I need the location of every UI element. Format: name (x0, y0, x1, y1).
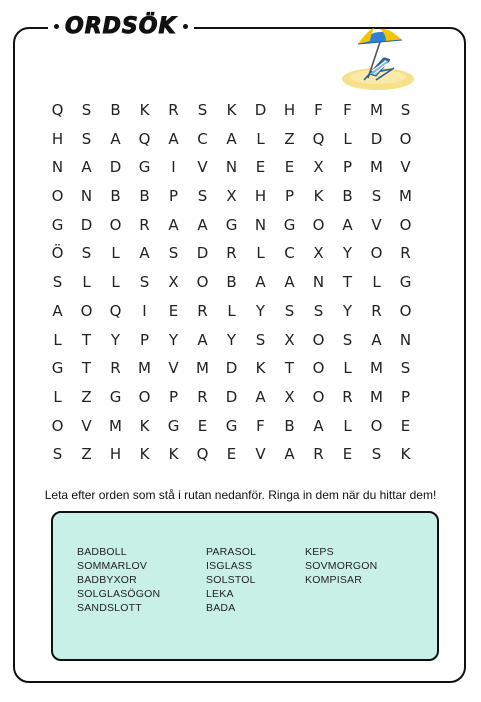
grid-cell[interactable]: Y (255, 301, 266, 320)
grid-cell[interactable]: Q (312, 129, 325, 148)
grid-cell[interactable]: G (283, 215, 296, 234)
grid-cell[interactable]: Y (226, 330, 237, 349)
grid-cell[interactable]: O (312, 387, 325, 406)
grid-cell[interactable]: F (343, 101, 352, 119)
grid-cell[interactable]: F (314, 101, 323, 119)
grid-cell[interactable]: S (371, 187, 382, 206)
grid-cell[interactable]: M (138, 359, 151, 378)
grid-cell[interactable]: O (312, 215, 325, 234)
grid-cell[interactable]: X (226, 187, 237, 206)
grid-cell[interactable]: A (110, 129, 121, 148)
grid-cell[interactable]: S (371, 445, 382, 464)
grid-cell[interactable]: Q (51, 101, 64, 119)
grid-cell[interactable]: C (197, 129, 208, 148)
grid-cell[interactable]: K (313, 187, 324, 206)
grid-cell[interactable]: H (283, 101, 296, 119)
grid-cell[interactable]: T (81, 359, 92, 378)
grid-cell[interactable]: B (110, 101, 121, 119)
grid-cell[interactable]: M (399, 187, 412, 206)
grid-cell[interactable]: M (370, 101, 383, 119)
word-list-box (51, 511, 439, 661)
grid-cell[interactable]: O (370, 244, 383, 263)
grid-cell[interactable]: R (313, 445, 324, 464)
word-list-item: SOLGLASÖGON (77, 588, 161, 600)
grid-cell[interactable]: K (255, 359, 266, 378)
grid-cell[interactable]: S (255, 330, 266, 349)
grid-cell[interactable]: H (51, 129, 64, 148)
grid-cell[interactable]: V (168, 359, 179, 378)
title-dot-left (54, 24, 59, 29)
grid-cell[interactable]: X (284, 330, 295, 349)
grid-cell[interactable]: S (197, 101, 208, 119)
grid-cell[interactable]: S (342, 330, 353, 349)
grid-cell[interactable]: N (225, 158, 238, 177)
grid-cell[interactable]: P (168, 387, 179, 406)
grid-cell[interactable]: Z (81, 387, 92, 406)
grid-cell[interactable]: K (139, 101, 150, 119)
grid-cell[interactable]: A (284, 445, 295, 464)
grid-cell[interactable]: A (284, 273, 295, 292)
grid-cell[interactable]: Y (342, 301, 353, 320)
grid-cell[interactable]: N (254, 215, 267, 234)
grid-cell[interactable]: P (139, 330, 150, 349)
grid-cell[interactable]: R (400, 244, 411, 263)
grid-cell[interactable]: X (284, 387, 295, 406)
grid-cell[interactable]: G (109, 387, 122, 406)
grid-cell[interactable]: D (225, 387, 238, 406)
instructions-text: Leta efter orden som stå i rutan nedanför. Ringa in dem när du hittar dem! (44, 488, 437, 502)
grid-cell[interactable]: L (372, 273, 381, 292)
grid-cell[interactable]: Z (81, 445, 92, 464)
grid-cell[interactable]: D (370, 129, 383, 148)
grid-cell[interactable]: M (370, 158, 383, 177)
grid-cell[interactable]: A (197, 215, 208, 234)
grid-cell[interactable]: E (197, 416, 208, 435)
word-list-item: SOVMORGON (305, 560, 378, 572)
grid-cell[interactable]: P (400, 387, 411, 406)
grid-cell[interactable]: K (226, 101, 237, 119)
grid-cell[interactable]: Z (284, 129, 295, 148)
title-dot-right (183, 24, 188, 29)
grid-cell[interactable]: E (284, 158, 295, 177)
grid-cell[interactable]: M (370, 387, 383, 406)
grid-cell[interactable]: S (81, 101, 92, 119)
page-title: ORDSÖK (65, 13, 177, 39)
grid-cell[interactable]: S (284, 301, 295, 320)
grid-cell[interactable]: O (370, 416, 383, 435)
grid-cell[interactable]: L (111, 244, 120, 263)
grid-cell[interactable]: A (255, 273, 266, 292)
grid-cell[interactable]: X (168, 273, 179, 292)
grid-cell[interactable]: X (313, 158, 324, 177)
grid-cell[interactable]: V (371, 215, 382, 234)
grid-cell[interactable]: B (110, 187, 121, 206)
grid-cell[interactable]: T (284, 359, 295, 378)
grid-cell[interactable]: O (399, 215, 412, 234)
grid-cell[interactable]: L (53, 330, 62, 349)
grid-cell[interactable]: O (399, 301, 412, 320)
grid-cell[interactable]: H (109, 445, 122, 464)
word-list-item: BADBOLL (77, 546, 127, 558)
grid-cell[interactable]: P (342, 158, 353, 177)
grid-cell[interactable]: A (197, 330, 208, 349)
grid-cell[interactable]: A (226, 129, 237, 148)
grid-cell[interactable]: E (255, 158, 266, 177)
grid-cell[interactable]: Y (110, 330, 121, 349)
grid-cell[interactable]: L (53, 387, 62, 406)
word-list-item: BADA (206, 602, 236, 614)
grid-cell[interactable]: Q (109, 301, 122, 320)
grid-cell[interactable]: K (400, 445, 411, 464)
grid-cell[interactable]: K (139, 416, 150, 435)
grid-cell[interactable]: M (109, 416, 122, 435)
grid-cell[interactable]: T (342, 273, 353, 292)
grid-cell[interactable]: K (168, 445, 179, 464)
grid-cell[interactable]: E (400, 416, 411, 435)
grid-cell[interactable]: G (225, 416, 238, 435)
grid-cell[interactable]: O (399, 129, 412, 148)
grid-cell[interactable]: Y (168, 330, 179, 349)
grid-cell[interactable]: B (284, 416, 295, 435)
grid-cell[interactable]: S (313, 301, 324, 320)
letter-grid (43, 96, 421, 469)
grid-cell[interactable]: S (139, 273, 150, 292)
grid-cell[interactable]: G (51, 359, 64, 378)
grid-cell[interactable]: O (109, 215, 122, 234)
grid-cell[interactable]: G (399, 273, 412, 292)
grid-cell[interactable]: V (255, 445, 266, 464)
grid-cell[interactable]: R (110, 359, 121, 378)
grid-cell[interactable]: A (139, 244, 150, 263)
grid-cell[interactable]: N (312, 273, 325, 292)
grid-cell[interactable]: S (197, 187, 208, 206)
grid-cell[interactable]: D (225, 359, 238, 378)
grid-cell[interactable]: L (256, 244, 265, 263)
grid-cell[interactable]: R (371, 301, 382, 320)
grid-cell[interactable]: D (80, 215, 93, 234)
grid-cell[interactable]: A (81, 158, 92, 177)
grid-cell[interactable]: R (168, 101, 179, 119)
grid-cell[interactable]: G (167, 416, 180, 435)
grid-cell[interactable]: S (81, 244, 92, 263)
grid-cell[interactable]: A (255, 387, 266, 406)
word-column-2 (206, 545, 256, 615)
grid-cell[interactable]: I (171, 158, 176, 177)
grid-cell[interactable]: N (51, 158, 64, 177)
grid-cell[interactable]: E (226, 445, 237, 464)
grid-cell[interactable]: X (313, 244, 324, 263)
grid-cell[interactable]: M (370, 359, 383, 378)
grid-cell[interactable]: L (256, 129, 265, 148)
grid-cell[interactable]: A (52, 301, 63, 320)
grid-cell[interactable]: O (80, 301, 93, 320)
grid-cell[interactable]: L (227, 301, 236, 320)
grid-cell[interactable]: R (342, 387, 353, 406)
grid-cell[interactable]: V (197, 158, 208, 177)
grid-cell[interactable]: H (254, 187, 267, 206)
grid-cell[interactable]: E (342, 445, 353, 464)
word-list-item: BADBYXOR (77, 574, 137, 586)
grid-cell[interactable]: O (138, 387, 151, 406)
grid-cell[interactable]: C (284, 244, 295, 263)
word-list-item: LEKA (206, 588, 234, 600)
word-column-1 (77, 545, 160, 615)
grid-cell[interactable]: Ö (51, 244, 64, 263)
title-banner (48, 11, 194, 41)
grid-cell[interactable]: P (284, 187, 295, 206)
grid-cell[interactable]: E (168, 301, 179, 320)
grid-cell[interactable]: O (51, 416, 64, 435)
grid-cell[interactable]: S (400, 359, 411, 378)
grid-cell[interactable]: D (109, 158, 122, 177)
grid-cell[interactable]: S (168, 244, 179, 263)
grid-cell[interactable]: T (81, 330, 92, 349)
grid-cell[interactable]: V (400, 158, 411, 177)
grid-cell[interactable]: O (51, 187, 64, 206)
grid-cell[interactable]: B (342, 187, 353, 206)
word-list-item: ISGLASS (206, 560, 253, 572)
grid-cell[interactable]: D (254, 101, 267, 119)
grid-cell[interactable]: O (196, 273, 209, 292)
grid-cell[interactable]: I (142, 301, 147, 320)
grid-cell[interactable]: A (168, 215, 179, 234)
grid-cell[interactable]: A (313, 416, 324, 435)
grid-cell[interactable]: D (196, 244, 209, 263)
grid-cell[interactable]: L (343, 416, 352, 435)
grid-cell[interactable]: A (342, 215, 353, 234)
grid-cell[interactable]: B (226, 273, 237, 292)
grid-cell[interactable]: R (197, 387, 208, 406)
word-column-3 (305, 545, 377, 587)
grid-cell[interactable]: L (343, 129, 352, 148)
grid-cell[interactable]: A (168, 129, 179, 148)
grid-cell[interactable]: Y (342, 244, 353, 263)
grid-cell[interactable]: A (371, 330, 382, 349)
grid-cell[interactable]: N (80, 187, 93, 206)
grid-cell[interactable]: L (343, 359, 352, 378)
grid-cell[interactable]: B (139, 187, 150, 206)
grid-cell[interactable]: O (312, 359, 325, 378)
word-list-item: SOLSTOL (206, 574, 256, 586)
grid-cell[interactable]: L (111, 273, 120, 292)
grid-cell[interactable]: F (256, 416, 265, 435)
word-list-item: KEPS (305, 546, 334, 558)
grid-cell[interactable]: L (82, 273, 91, 292)
word-list-item: KOMPISAR (305, 574, 363, 586)
grid-cell[interactable]: S (400, 101, 411, 119)
grid-cell[interactable]: S (52, 445, 63, 464)
grid-cell[interactable]: G (51, 215, 64, 234)
grid-cell[interactable]: S (52, 273, 63, 292)
grid-cell[interactable]: O (312, 330, 325, 349)
grid-cell[interactable]: M (196, 359, 209, 378)
grid-cell[interactable]: R (139, 215, 150, 234)
grid-cell[interactable]: N (399, 330, 412, 349)
beach-chair-umbrella-icon (340, 24, 416, 96)
word-list-item: SOMMARLOV (77, 560, 148, 572)
grid-cell[interactable]: V (81, 416, 92, 435)
grid-cell[interactable]: P (168, 187, 179, 206)
word-list-item: PARASOL (206, 546, 257, 558)
grid-cell[interactable]: K (139, 445, 150, 464)
grid-cell[interactable]: Q (196, 445, 209, 464)
grid-cell[interactable]: S (81, 129, 92, 148)
grid-cell[interactable]: R (197, 301, 208, 320)
grid-cell[interactable]: R (226, 244, 237, 263)
grid-cell[interactable]: G (138, 158, 151, 177)
word-list-item: SANDSLOTT (77, 602, 142, 614)
grid-cell[interactable]: Q (138, 129, 151, 148)
grid-cell[interactable]: G (225, 215, 238, 234)
